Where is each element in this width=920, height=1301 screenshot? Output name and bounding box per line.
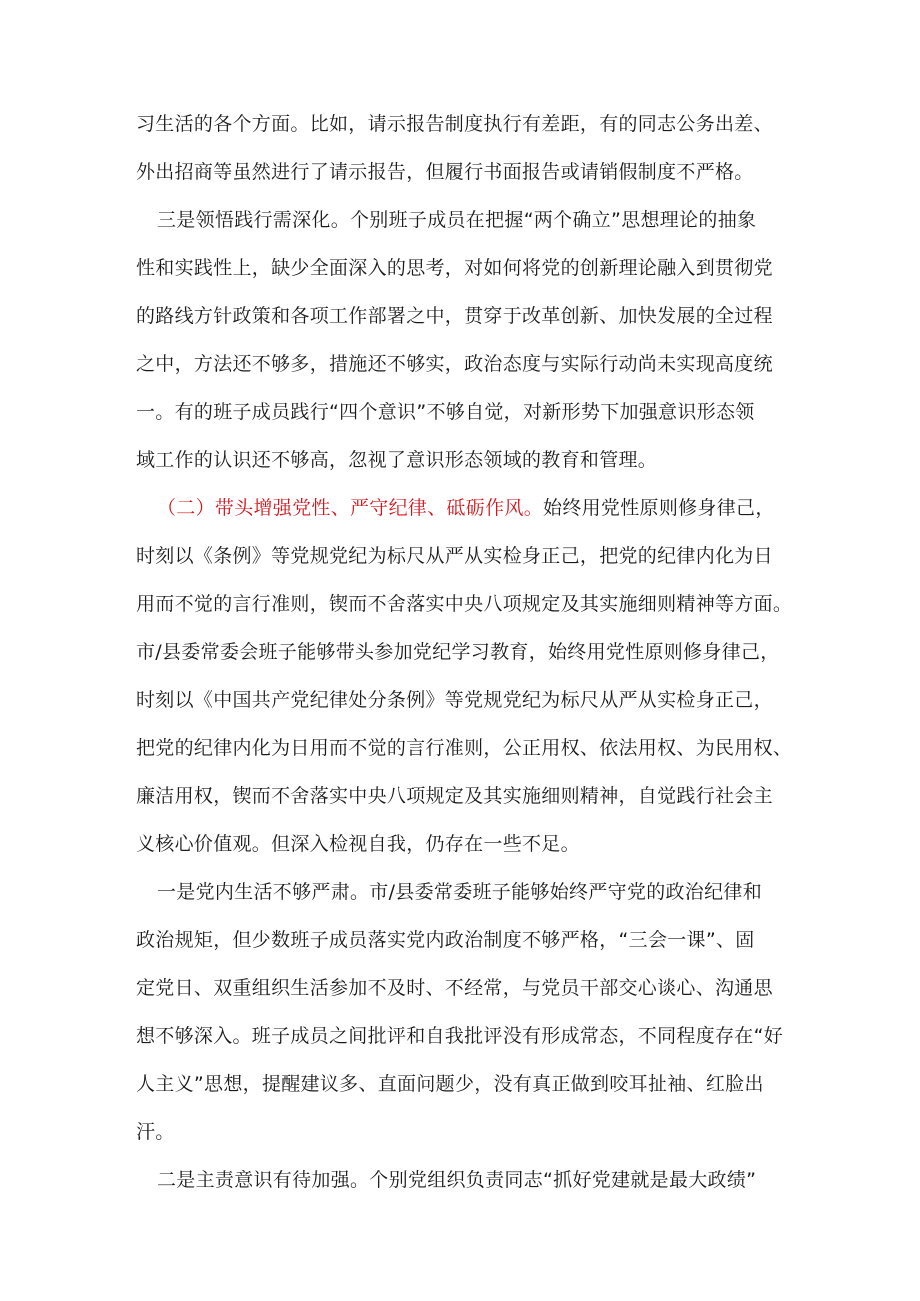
text-line: 把党的纪律内化为日用而不觉的言行准则，公正用权、依法用权、为民用权、 [136,737,793,759]
text-line: 一。有的班子成员践行“四个意识”不够自觉，对新形势下加强意识形态领 [136,401,755,423]
text-line: 想不够深入。班子成员之间批评和自我批评没有形成常态，不同程度存在“好 [136,1025,784,1047]
text-line: 之中，方法还不够多，措施还不够实，政治态度与实际行动尚未实现高度统 [136,353,773,375]
text-line: 定党日、双重组织生活参加不及时、不经常，与党员干部交心谈心、沟通思 [136,977,773,999]
text-line: 域工作的认识还不够高，忽视了意识形态领域的教育和管理。 [136,449,658,471]
text-line: 一是党内生活不够严肃。市/县委常委班子能够始终严守党的政治纪律和 [157,881,763,903]
section-heading-line [157,488,775,528]
text-line: 外出招商等虽然进行了请示报告，但履行书面报告或请销假制度不严格。 [136,161,754,183]
section-heading: （二）带头增强党性、严守纪律、砥砺作风。 [157,497,544,519]
text-line: 的路线方针政策和各项工作部署之中，贯穿于改革创新、加快发展的全过程 [136,305,773,327]
text-line: 市/县委常委会班子能够带头参加党纪学习教育，始终用党性原则修身律己， [136,641,780,663]
text-line: 时刻以《条例》等党规党纪为标尺从严从实检身正己，把党的纪律内化为日 [136,545,773,567]
text-line: 三是领悟践行需深化。个别班子成员在把握“两个确立”思想理论的抽象 [157,209,757,231]
text-line: 时刻以《中国共产党纪律处分条例》等党规党纪为标尺从严从实检身正己， [136,689,773,711]
text-line: 汗。 [136,1121,175,1143]
text-line: 人主义”思想，提醒建议多、直面问题少，没有真正做到咬耳扯袖、红脸出 [136,1073,764,1095]
text-line: 廉洁用权，锲而不舍落实中央八项规定及其实施细则精神，自觉践行社会主 [136,785,773,807]
text-line: 性和实践性上，缺少全面深入的思考，对如何将党的创新理论融入到贯彻党 [136,257,773,279]
text-line: 习生活的各个方面。比如，请示报告制度执行有差距，有的同志公务出差、 [136,113,773,135]
text-line: 二是主责意识有待加强。个别党组织负责同志“抓好党建就是最大政绩” [157,1169,757,1191]
text-line: 政治规矩，但少数班子成员落实党内政治制度不够严格，“三会一课”、固 [136,929,755,951]
text-line: 用而不觉的言行准则，锲而不舍落实中央八项规定及其实施细则精神等方面。 [136,593,793,615]
text-line: 义核心价值观。但深入检视自我，仍存在一些不足。 [136,833,580,855]
section-heading-continuation: 始终用党性原则修身律己， [543,497,775,519]
